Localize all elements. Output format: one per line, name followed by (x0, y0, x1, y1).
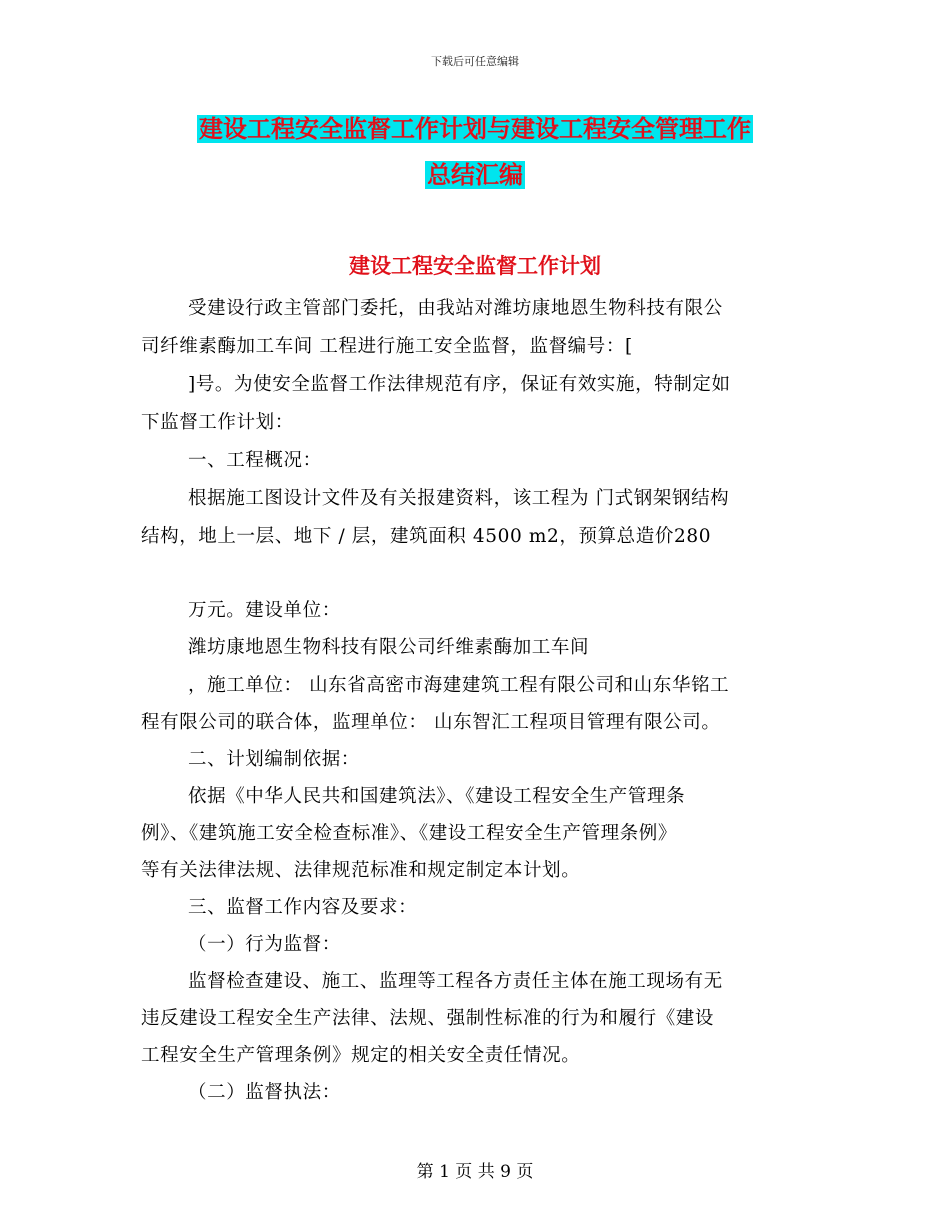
body-line: ]号。为使安全监督工作法律规范有序，保证有效实施，特制定如 (188, 374, 731, 395)
body-line: 例》、《建筑施工安全检查标准》、《建设工程安全生产管理条例》 (141, 823, 678, 844)
document-title-line-1: 建设工程安全监督工作计划与建设工程安全管理工作 (199, 115, 751, 143)
heading-basis: 二、计划编制依据： (188, 749, 360, 770)
body-line: 下监督工作计划： (141, 412, 294, 433)
body-line: ，施工单位： 山东省高密市海建建筑工程有限公司和山东华铭工 (188, 675, 730, 696)
body-line: 潍坊康地恩生物科技有限公司纤维素酶加工车间 (188, 637, 590, 658)
section-title: 建设工程安全监督工作计划 (349, 254, 601, 278)
body-line: 等有关法律法规、法律规范标准和规定制定本计划。 (141, 860, 581, 881)
body-line: 根据施工图设计文件及有关报建资料，该工程为 门式钢架钢结构 (188, 488, 730, 509)
body-line: 程有限公司的联合体，监理单位： 山东智汇工程项目管理有限公司。 (141, 712, 721, 733)
page-footer: 第 1 页 共 9 页 (416, 1162, 534, 1182)
body-line: 受建设行政主管部门委托，由我站对潍坊康地恩生物科技有限公 (188, 298, 723, 319)
body-line: 万元。建设单位： (188, 600, 341, 621)
heading-project-overview: 一、工程概况： (188, 450, 322, 471)
document-title-line-2: 总结汇编 (427, 161, 523, 189)
heading-content-requirements: 三、监督工作内容及要求： (188, 897, 418, 918)
body-line: 结构，地上一层、地下 / 层，建筑面积 4500 m2，预算总造价280 (141, 526, 712, 547)
body-line: 工程安全生产管理条例》规定的相关安全责任情况。 (141, 1045, 581, 1066)
header-note: 下载后可任意编辑 (431, 55, 519, 68)
body-line: 违反建设工程安全生产法律、法规、强制性标准的行为和履行《建设 (141, 1008, 715, 1029)
body-line: 依据《中华人民共和国建筑法》、《建设工程安全生产管理条 (188, 786, 686, 807)
subheading-enforcement: （二）监督执法： (188, 1082, 341, 1103)
subheading-behavior-supervision: （一）行为监督： (188, 934, 341, 955)
body-line: 监督检查建设、施工、监理等工程各方责任主体在施工现场有无 (188, 971, 723, 992)
body-line: 司纤维素酶加工车间 工程进行施工安全监督，监督编号：[ (141, 336, 633, 357)
